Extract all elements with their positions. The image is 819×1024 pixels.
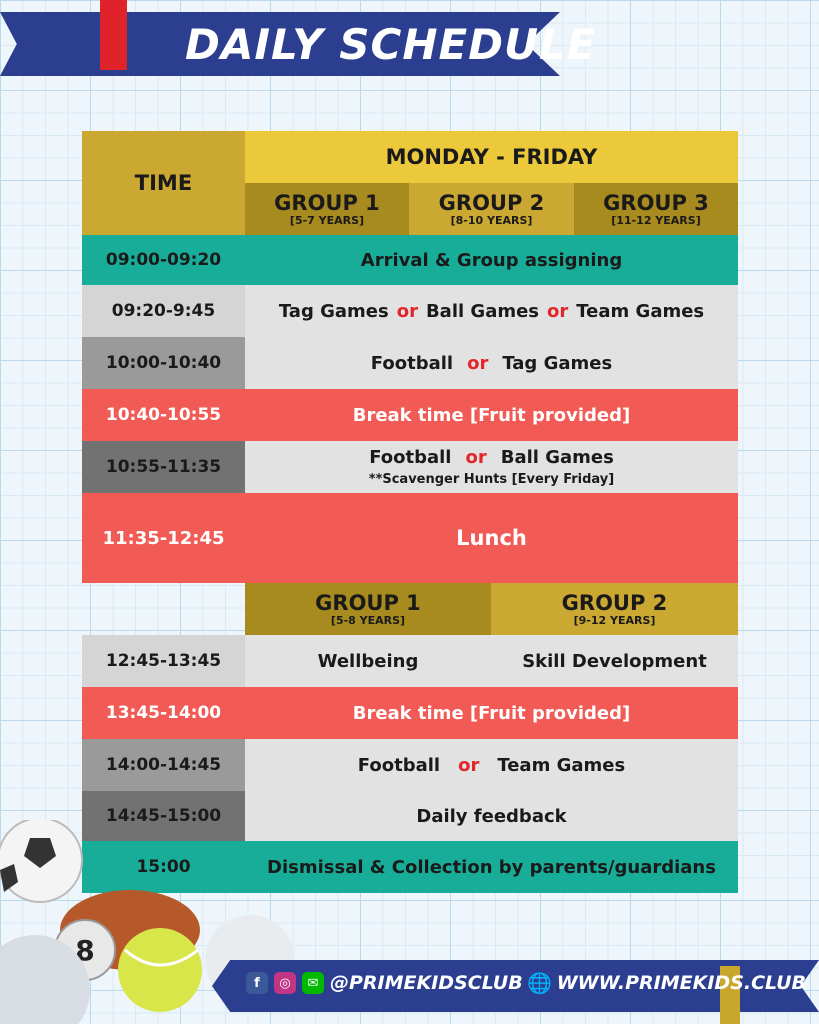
activity-note: **Scavenger Hunts [Every Friday]: [368, 472, 615, 487]
activity-cell: [245, 739, 738, 791]
time-cell: 14:00-14:45: [82, 739, 245, 791]
activity-option: Tag Games: [278, 300, 389, 322]
or-label: or: [465, 447, 487, 468]
time-cell: 10:00-10:40: [82, 337, 245, 389]
activity-cell: Skill Development: [491, 635, 738, 687]
group-header: [245, 583, 491, 635]
activity-option: Ball Games: [425, 300, 540, 322]
activity-cell: Break time [Fruit provided]: [245, 687, 738, 739]
time-cell: 10:40-10:55: [82, 389, 245, 441]
days-header: MONDAY - FRIDAY: [245, 131, 738, 183]
activity-cell: Dismissal & Collection by parents/guardians: [245, 841, 738, 893]
time-header: TIME: [82, 131, 245, 235]
social-handle[interactable]: @PRIMEKIDSCLUB: [330, 972, 523, 994]
time-cell: 12:45-13:45: [82, 635, 245, 687]
banner-red-accent: [100, 0, 127, 70]
group-ages: [8-10 YEARS]: [450, 214, 533, 227]
activity-options: [369, 447, 614, 468]
group-ages: [11-12 YEARS]: [611, 214, 701, 227]
page-title: DAILY SCHEDULE: [185, 20, 597, 69]
time-cell: 14:45-15:00: [82, 791, 245, 841]
group-ages: [9-12 YEARS]: [573, 614, 656, 627]
group-name: GROUP 3: [603, 191, 709, 215]
time-cell: 09:20-9:45: [82, 285, 245, 337]
activity-option: Football: [357, 754, 441, 776]
facebook-icon[interactable]: f: [246, 972, 268, 994]
activity-cell: Break time [Fruit provided]: [245, 389, 738, 441]
group-name: GROUP 2: [438, 191, 545, 215]
time-cell: 15:00: [82, 841, 245, 893]
activity-cell: Wellbeing: [245, 635, 491, 687]
activity-option: Ball Games: [500, 447, 614, 468]
group-ages: [5-7 YEARS]: [289, 214, 365, 227]
activity-cell: Daily feedback: [245, 791, 738, 841]
group-header: [574, 183, 738, 235]
group-name: GROUP 2: [561, 591, 668, 615]
or-label: or: [458, 754, 480, 776]
activity-cell: [245, 337, 738, 389]
group-name: GROUP 1: [274, 191, 380, 215]
group-header: [409, 183, 574, 235]
globe-icon: 🌐: [527, 971, 553, 995]
or-label: or: [467, 352, 489, 374]
group-header: [491, 583, 738, 635]
line-icon[interactable]: ✉: [302, 972, 324, 994]
or-label: or: [396, 300, 418, 322]
activity-cell: Arrival & Group assigning: [245, 235, 738, 285]
time-cell: 13:45-14:00: [82, 687, 245, 739]
group-ages: [5-8 YEARS]: [330, 614, 406, 627]
group-name: GROUP 1: [315, 591, 421, 615]
activity-option: Team Games: [576, 300, 705, 322]
activity-option: Team Games: [497, 754, 626, 776]
group-header: [245, 183, 409, 235]
time-cell: 09:00-09:20: [82, 235, 245, 285]
activity-option: Football: [370, 352, 454, 374]
activity-option: Football: [369, 447, 452, 468]
website-link[interactable]: WWW.PRIMEKIDS.CLUB: [556, 972, 807, 994]
activity-option: Tag Games: [502, 352, 613, 374]
or-label: or: [547, 300, 569, 322]
activity-cell: Lunch: [245, 493, 738, 583]
activity-cell: [245, 441, 738, 493]
time-cell: 10:55-11:35: [82, 441, 245, 493]
instagram-icon[interactable]: ◎: [274, 972, 296, 994]
footer-links: [246, 972, 806, 994]
svg-text:8: 8: [75, 934, 95, 967]
time-cell: 11:35-12:45: [82, 493, 245, 583]
activity-cell: [245, 285, 738, 337]
